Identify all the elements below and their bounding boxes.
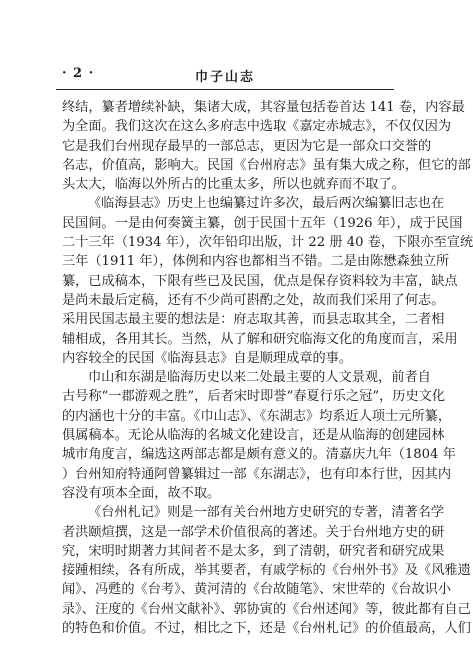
page-header [0,64,450,86]
text-line: 巾山和东湖是临海历史以来二处最主要的人文景观，前者自 [88,370,431,386]
text-line: 者洪颐煊撰，这是一部学术价值很高的著述。关于台州地方史的研 [62,524,445,540]
text-line: 接踵相续，各有所成，举其要者，有戚学标的《台州外书》及《风雅遗 [62,563,471,579]
text-line: 闻》、冯甦的《台考》、黄河清的《台故随笔》、宋世荦的《台故识小 [62,582,452,598]
text-line: 古号称“一郡游观之胜”，后者宋时即誉“春夏行乐之冠”，历史文化 [62,389,446,405]
body-text [62,98,473,638]
text-line: 采用民国志最主要的想法是：府志取其善，而县志取其全，二者相 [62,312,445,328]
text-line: 《台州札记》则是一部有关台州地方史研究的专著，清著名学 [88,505,445,521]
text-line: 民国间。一是由何奏簧主纂，创于民国十五年（1926 年），成于民国 [62,215,463,231]
paragraph-3 [62,368,456,503]
text-line: 内容较全的民国《临海县志》自是顺理成章的事。 [62,350,353,366]
text-line: 它是我们台州现存最早的一部总志，更因为它是一部众口交誉的 [62,138,432,154]
running-title: 巾子山志 [194,70,255,85]
text-line: 《临海县志》历史上也编纂过许多次，最后两次编纂旧志也在 [88,196,445,212]
paragraph-4 [62,503,471,638]
text-line: 的特色和价值。不过，相比之下，还是《台州札记》的价值最高，人们 [62,621,471,637]
text-line: ）台州知府特通阿曾纂辑过一部《东湖志》，也有印本行世，因其内 [62,466,452,482]
header-rule [56,89,394,90]
text-line: 是尚未最后定稿，还有不少尚可斟酌之处，故而我们采用了何志。 [62,292,445,308]
text-line: 名志，价值高，影响大。民国《台州府志》虽有集大成之称，但它的部 [62,157,471,173]
text-line: 辅相成，各用其长。当然，从了解和研究临海文化的角度而言，采用 [62,331,458,347]
page-number: · 2 · [62,66,95,81]
text-line: 头太大，临海以外所占的比重太多，所以也就弃而不取了。 [62,177,405,193]
text-line: 为全面。我们这次在这么多府志中选取《嘉定赤城志》，不仅仅因为 [62,119,452,135]
paragraph-2 [62,194,473,368]
text-line: 终结，纂者增续补缺，集诸大成，其容量包括卷首达 141 卷，内容最 [62,100,465,115]
text-line: 二十三年（1934 年），次年铅印出版，计 22 册 40 卷，下限亦至宣统 [62,235,473,251]
text-line: 究，宋明时期著力其间者不是太多，到了清朝，研究者和研究成果 [62,543,445,559]
paragraph-1 [62,98,471,194]
text-line: 三年（1911 年），体例和内容也都相当不错。二是由陈懋森独立所 [62,254,450,270]
text-line: 的内涵也十分的丰富。《巾山志》、《东湖志》均系近人项士元所纂， [62,408,452,424]
text-line: 纂，已成稿本，下限有些已及民国，优点是保存资料较为丰富，缺点 [62,273,458,289]
text-line: 城市角度言，编选这两部志都是颇有意义的。清嘉庆九年（1804 年 [62,447,456,463]
text-line: 俱属稿本。无论从临海的名城文化建设言，还是从临海的创建园林 [62,428,445,444]
text-line: 容没有项本全面，故不取。 [62,485,221,501]
text-line: 录》、汪度的《台州文献补》、郭协寅的《台州述闻》等，彼此都有自己 [62,601,471,617]
